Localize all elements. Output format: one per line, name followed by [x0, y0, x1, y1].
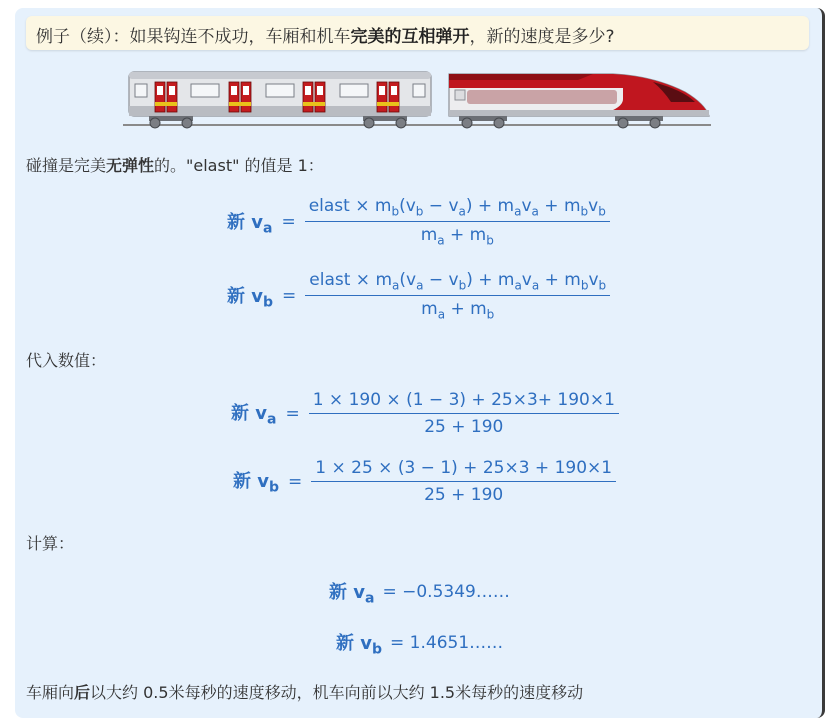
substituted-vb-lhs: 新 $v_b$ [233, 471, 280, 496]
conclusion: 车厢向后以大约 0.5米每秒的速度移动，机车向前以大约 1.5米每秒的速度移动 [26, 683, 584, 702]
result-vb [336, 629, 503, 658]
formula-vb-lhs: 新 $v_b$ [227, 285, 274, 311]
calculate-label: 计算： [26, 534, 75, 553]
result-va [329, 578, 510, 607]
formula-vb-numerator: elast × $m_a(v_a - v_b) + m_av_a + m_bv_b$ [309, 270, 607, 293]
result-vb-value: = 1.4651…… [390, 633, 504, 654]
elastic-statement: 碰撞是完美无弹性的。"elast" 的值是 1： [26, 156, 324, 175]
substituted-va: 新 $v_a$ = $\frac{1 \times 190 \times (1 - 3) + 25\times 3+ 190\times 1}{25 + 190}$ [231, 390, 619, 437]
formula-va-numerator: elast × $m_b(v_b - v_a) + m_av_a + m_bv_b$ [308, 196, 606, 219]
locomotive [449, 74, 709, 128]
example-panel [15, 8, 825, 718]
substituted-vb-numerator: 1 × 25 × (3 − 1) + 25×3 + 190×1 [315, 458, 613, 478]
train-illustration [123, 66, 711, 136]
example-title: 例子（续）：如果钩连不成功，车厢和机车完美的互相弹开，新的速度是多少? [36, 27, 615, 47]
substituted-vb-denominator: 25 + 190 [311, 481, 616, 505]
formula-va-lhs: 新 $v_a$ [227, 211, 273, 237]
substituted-vb-fraction [311, 458, 616, 505]
substitute-label: 代入数值： [26, 351, 107, 370]
substituted-va-numerator: 1 × 190 × (1 − 3) + 25×3+ 190×1 [312, 390, 615, 410]
substituted-vb: 新 $v_b$ = $\frac{1 \times 25 \times (3 - 1) + 25\times 3 + 190\times 1}{25 + 190}$ [233, 458, 616, 505]
result-va-lhs: 新 $v_a$ [329, 582, 375, 607]
formula-va-fraction [305, 196, 610, 248]
result-vb-lhs: 新 $v_b$ [336, 633, 383, 658]
formula-vb: 新 $v_b$ = $\frac{elast \times m_a(v_a - v_b) + m_av_a + m_bv_b}{m_a + m_b}$ [227, 270, 610, 322]
example-title-box [26, 16, 809, 50]
formula-vb-fraction [305, 270, 610, 322]
substituted-va-fraction [309, 390, 619, 437]
formula-va-denominator: $m_a + m_b$ [305, 221, 610, 247]
result-va-value: = −0.5349…… [382, 582, 510, 603]
formula-va: 新 $v_a$ = $\frac{elast \times m_b(v_b - v_a) + m_av_a + m_bv_b}{m_a + m_b}$ [227, 196, 610, 248]
passenger-car [129, 72, 431, 128]
formula-vb-denominator: $m_a + m_b$ [305, 295, 610, 321]
substituted-va-lhs: 新 $v_a$ [231, 403, 277, 428]
substituted-va-denominator: 25 + 190 [309, 413, 619, 437]
